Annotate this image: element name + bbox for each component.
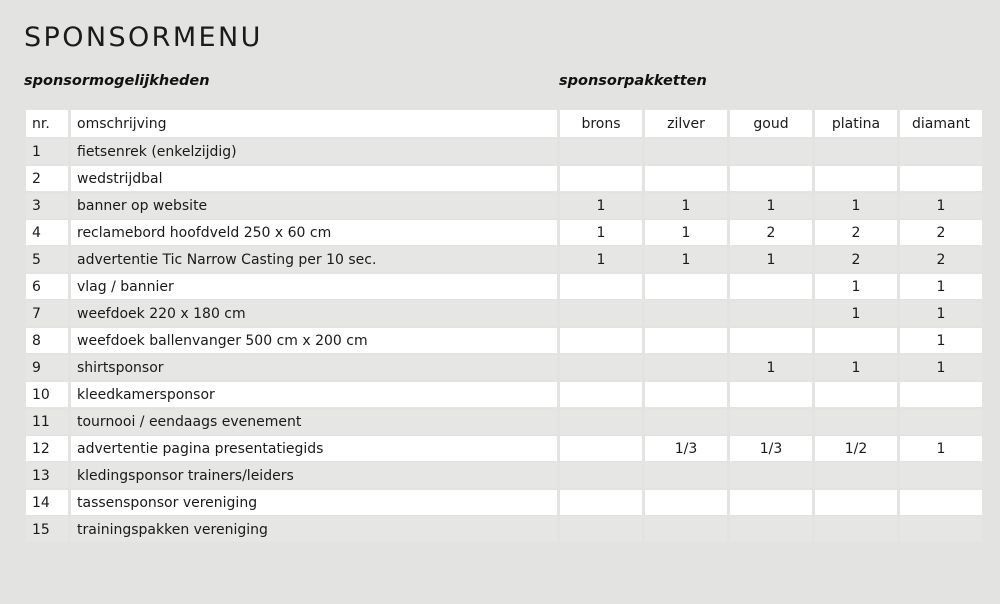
row-nr: 5 xyxy=(26,247,68,272)
cell-diamant: 1 xyxy=(900,355,982,380)
table-header-row xyxy=(26,110,982,137)
cell-zilver xyxy=(645,166,727,191)
row-nr: 8 xyxy=(26,328,68,353)
cell-goud xyxy=(730,301,812,326)
cell-platina xyxy=(815,166,897,191)
cell-goud xyxy=(730,328,812,353)
cell-zilver xyxy=(645,409,727,434)
table-row xyxy=(26,463,982,488)
cell-brons xyxy=(560,328,642,353)
row-description: kledingsponsor trainers/leiders xyxy=(71,463,557,488)
cell-goud: 1 xyxy=(730,355,812,380)
cell-platina: 1 xyxy=(815,193,897,218)
header-description: omschrijving xyxy=(71,110,557,137)
table-row xyxy=(26,409,982,434)
row-nr: 4 xyxy=(26,220,68,245)
cell-zilver xyxy=(645,490,727,515)
cell-brons xyxy=(560,409,642,434)
cell-brons xyxy=(560,517,642,542)
cell-goud xyxy=(730,139,812,164)
row-description: tassensponsor vereniging xyxy=(71,490,557,515)
row-description: trainingspakken vereniging xyxy=(71,517,557,542)
cell-platina xyxy=(815,490,897,515)
cell-zilver xyxy=(645,274,727,299)
row-description: weefdoek ballenvanger 500 cm x 200 cm xyxy=(71,328,557,353)
row-nr: 2 xyxy=(26,166,68,191)
cell-goud: 1/3 xyxy=(730,436,812,461)
cell-diamant xyxy=(900,139,982,164)
cell-brons: 1 xyxy=(560,193,642,218)
cell-brons xyxy=(560,490,642,515)
cell-platina xyxy=(815,463,897,488)
cell-brons xyxy=(560,166,642,191)
cell-platina xyxy=(815,139,897,164)
row-description: vlag / bannier xyxy=(71,274,557,299)
cell-platina: 1 xyxy=(815,301,897,326)
cell-platina xyxy=(815,328,897,353)
cell-goud xyxy=(730,409,812,434)
cell-brons xyxy=(560,274,642,299)
cell-brons xyxy=(560,463,642,488)
cell-diamant: 1 xyxy=(900,301,982,326)
row-nr: 10 xyxy=(26,382,68,407)
cell-diamant: 2 xyxy=(900,220,982,245)
cell-platina: 2 xyxy=(815,247,897,272)
header-diamant: diamant xyxy=(900,110,982,137)
row-description: advertentie Tic Narrow Casting per 10 sec. xyxy=(71,247,557,272)
header-zilver: zilver xyxy=(645,110,727,137)
cell-platina: 1 xyxy=(815,355,897,380)
cell-diamant: 1 xyxy=(900,436,982,461)
row-nr: 11 xyxy=(26,409,68,434)
cell-diamant xyxy=(900,517,982,542)
table-row xyxy=(26,301,982,326)
row-nr: 12 xyxy=(26,436,68,461)
cell-zilver xyxy=(645,139,727,164)
section-heading-options: sponsormogelijkheden xyxy=(24,73,210,89)
sponsor-table xyxy=(23,108,985,544)
cell-zilver xyxy=(645,517,727,542)
row-nr: 6 xyxy=(26,274,68,299)
header-goud: goud xyxy=(730,110,812,137)
cell-diamant xyxy=(900,490,982,515)
row-nr: 14 xyxy=(26,490,68,515)
cell-goud: 1 xyxy=(730,193,812,218)
cell-brons xyxy=(560,436,642,461)
table-row xyxy=(26,436,982,461)
row-nr: 3 xyxy=(26,193,68,218)
cell-zilver: 1 xyxy=(645,247,727,272)
cell-zilver xyxy=(645,301,727,326)
cell-platina: 1/2 xyxy=(815,436,897,461)
page-title: SPONSORMENU xyxy=(24,22,263,53)
cell-brons xyxy=(560,139,642,164)
cell-goud xyxy=(730,490,812,515)
cell-diamant xyxy=(900,409,982,434)
table-row xyxy=(26,382,982,407)
header-platina: platina xyxy=(815,110,897,137)
row-description: kleedkamersponsor xyxy=(71,382,557,407)
cell-brons: 1 xyxy=(560,220,642,245)
cell-zilver xyxy=(645,355,727,380)
row-description: banner op website xyxy=(71,193,557,218)
cell-brons: 1 xyxy=(560,247,642,272)
row-description: shirtsponsor xyxy=(71,355,557,380)
table-row xyxy=(26,517,982,542)
header-nr: nr. xyxy=(26,110,68,137)
table-row xyxy=(26,220,982,245)
cell-goud xyxy=(730,382,812,407)
row-nr: 9 xyxy=(26,355,68,380)
cell-zilver: 1 xyxy=(645,193,727,218)
cell-goud xyxy=(730,274,812,299)
cell-diamant xyxy=(900,463,982,488)
row-description: tournooi / eendaags evenement xyxy=(71,409,557,434)
cell-goud xyxy=(730,463,812,488)
cell-goud xyxy=(730,517,812,542)
table-row xyxy=(26,166,982,191)
table-row xyxy=(26,139,982,164)
cell-zilver xyxy=(645,382,727,407)
header-brons: brons xyxy=(560,110,642,137)
row-description: reclamebord hoofdveld 250 x 60 cm xyxy=(71,220,557,245)
table-row xyxy=(26,247,982,272)
cell-zilver xyxy=(645,328,727,353)
cell-diamant xyxy=(900,166,982,191)
cell-zilver xyxy=(645,463,727,488)
cell-brons xyxy=(560,382,642,407)
cell-diamant xyxy=(900,382,982,407)
cell-zilver: 1/3 xyxy=(645,436,727,461)
cell-goud xyxy=(730,166,812,191)
row-description: advertentie pagina presentatiegids xyxy=(71,436,557,461)
cell-platina: 2 xyxy=(815,220,897,245)
cell-diamant: 2 xyxy=(900,247,982,272)
cell-brons xyxy=(560,301,642,326)
cell-platina: 1 xyxy=(815,274,897,299)
table-row xyxy=(26,193,982,218)
table-row xyxy=(26,490,982,515)
cell-diamant: 1 xyxy=(900,193,982,218)
row-nr: 13 xyxy=(26,463,68,488)
row-nr: 1 xyxy=(26,139,68,164)
cell-goud: 1 xyxy=(730,247,812,272)
row-description: weefdoek 220 x 180 cm xyxy=(71,301,557,326)
row-nr: 15 xyxy=(26,517,68,542)
row-description: wedstrijdbal xyxy=(71,166,557,191)
cell-platina xyxy=(815,517,897,542)
table-row xyxy=(26,355,982,380)
row-description: fietsenrek (enkelzijdig) xyxy=(71,139,557,164)
cell-platina xyxy=(815,382,897,407)
section-heading-packages: sponsorpakketten xyxy=(559,73,707,89)
cell-zilver: 1 xyxy=(645,220,727,245)
row-nr: 7 xyxy=(26,301,68,326)
cell-brons xyxy=(560,355,642,380)
table-row xyxy=(26,328,982,353)
cell-goud: 2 xyxy=(730,220,812,245)
cell-platina xyxy=(815,409,897,434)
table-row xyxy=(26,274,982,299)
cell-diamant: 1 xyxy=(900,274,982,299)
cell-diamant: 1 xyxy=(900,328,982,353)
